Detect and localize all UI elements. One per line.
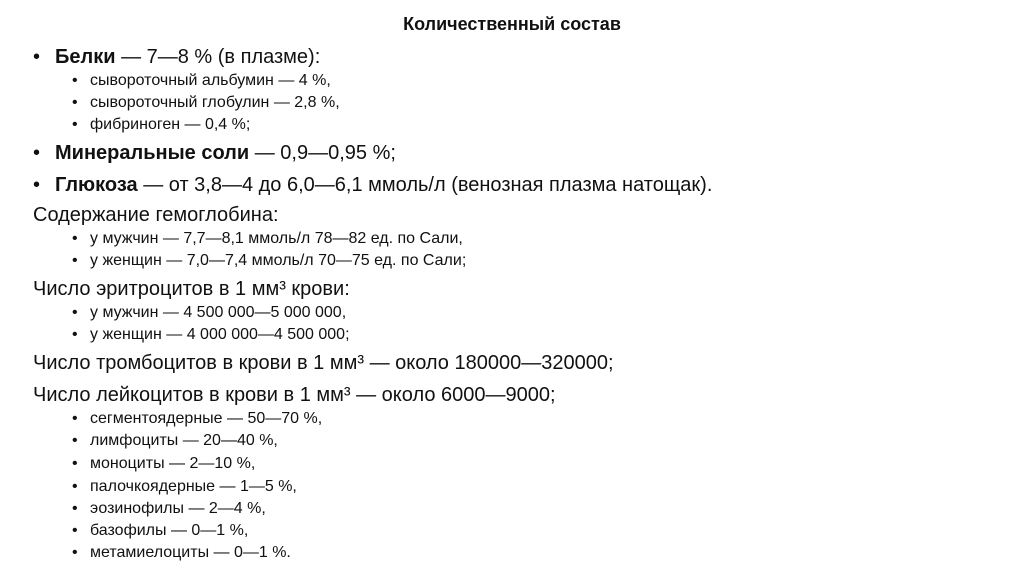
glucose-label: Глюкоза (55, 174, 138, 196)
platelets-heading: Число тромбоцитов в крови в 1 мм³ — около 180000—320000; (33, 352, 614, 374)
glucose-bullet-line (33, 170, 712, 200)
bullet-dot: • (72, 94, 78, 111)
bullet-dot: • (72, 72, 78, 89)
proteins-value: — 7—8 % (в плазме): (115, 46, 321, 68)
list-item-text: сегментоядерные — 50—70 %, (90, 410, 323, 427)
list-item (72, 453, 255, 475)
list-item (72, 70, 331, 92)
bullet-dot: • (72, 455, 78, 472)
list-item-text: моноциты — 2—10 %, (90, 455, 256, 472)
list-item-text: у мужчин — 7,7—8,1 ммоль/л 78—82 ед. по Сали, (90, 230, 463, 247)
bullet-dot: • (72, 252, 78, 269)
list-item-text: фибриноген — 0,4 %; (90, 116, 251, 133)
list-item (72, 520, 248, 542)
bullet-dot: • (72, 410, 78, 427)
bullet-dot: • (33, 174, 41, 196)
list-item-text: у мужчин — 4 500 000—5 000 000, (90, 304, 347, 321)
list-item-text: эозинофилы — 2—4 %, (90, 500, 266, 517)
list-item-text: у женщин — 4 000 000—4 500 000; (90, 326, 350, 343)
list-item (72, 250, 466, 272)
list-item (72, 302, 346, 324)
proteins-label: Белки (55, 46, 116, 68)
list-item-text: базофилы — 0—1 %, (90, 522, 249, 539)
list-item (72, 228, 463, 250)
bullet-dot: • (33, 142, 41, 164)
bullet-dot: • (72, 230, 78, 247)
minerals-value: — 0,9—0,95 %; (249, 142, 396, 164)
bullet-dot: • (72, 116, 78, 133)
slide-title: Количественный состав (403, 14, 621, 34)
glucose-value: — от 3,8—4 до 6,0—6,1 ммоль/л (венозная плазма натощак). (137, 174, 713, 196)
list-item-text: у женщин — 7,0—7,4 ммоль/л 70—75 ед. по Сали; (90, 252, 467, 269)
list-item (72, 498, 266, 520)
list-item-text: сывороточный альбумин — 4 %, (90, 72, 331, 89)
proteins-bullet-line (33, 42, 320, 72)
bullet-dot: • (72, 304, 78, 321)
leukocytes-heading: Число лейкоцитов в крови в 1 мм³ — около 6000—9000; (33, 384, 556, 406)
bullet-dot: • (72, 500, 78, 517)
list-item (72, 114, 250, 136)
list-item-text: лимфоциты — 20—40 %, (90, 432, 278, 449)
list-item-text: метамиелоциты — 0—1 %. (90, 544, 291, 561)
list-item (72, 476, 297, 498)
bullet-dot: • (72, 432, 78, 449)
list-item (72, 542, 291, 564)
list-item (72, 92, 340, 114)
list-item-text: сывороточный глобулин — 2,8 %, (90, 94, 340, 111)
list-item-text: палочкоядерные — 1—5 %, (90, 478, 297, 495)
hemoglobin-heading: Содержание гемоглобина: (33, 204, 279, 226)
bullet-dot: • (72, 522, 78, 539)
bullet-dot: • (72, 326, 78, 343)
bullet-dot: • (72, 478, 78, 495)
list-item (72, 324, 350, 346)
list-item (72, 430, 278, 452)
erythrocytes-heading: Число эритроцитов в 1 мм³ крови: (33, 278, 350, 300)
list-item (72, 408, 322, 430)
minerals-label: Минеральные соли (55, 142, 250, 164)
bullet-dot: • (33, 46, 41, 68)
bullet-dot: • (72, 544, 78, 561)
minerals-bullet-line (33, 138, 396, 168)
